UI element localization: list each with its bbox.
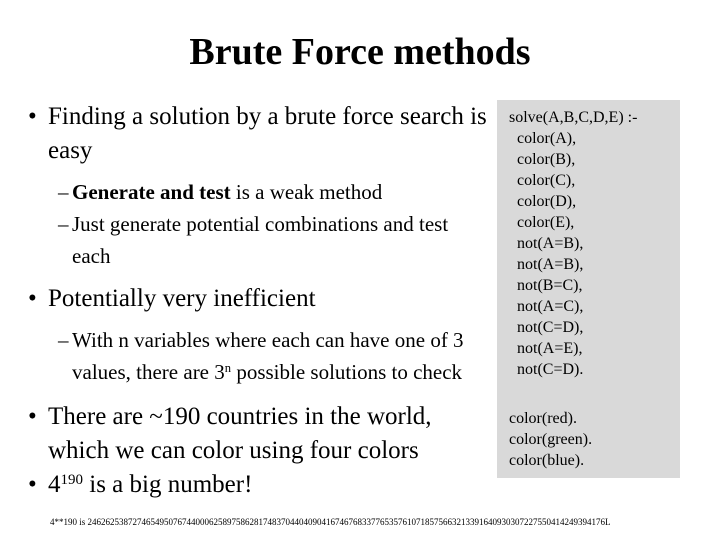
code-fact: color(red). [509,410,577,427]
bullet-countries: • There are ~190 countries in the world, which we can color using four colors [28,403,432,464]
slide-title: Brute Force methods [189,31,531,73]
code-line: not(A=E), [517,340,583,357]
sub-bullet-text: possible solutions to check [231,360,463,384]
bullet-text: Finding a solution by a brute force search is easy [48,103,487,164]
sub-bullet-n-variables: – With n variables where each can have one of 3 values, there are 3$^n$ possible solutions to check [58,328,464,384]
bullet-text: Potentially very inefficient [48,285,316,312]
bullet-big-number: • $4^{190}$ is a big number! [28,471,253,498]
code-line: color(C), [517,172,576,189]
sub-bullet-generate-and-test: – Generate and test is a weak method [58,180,383,204]
footer-big-number: 4**190 is 2462625387274654950767440006258975862817483704404090416746768337765357610718575663213391640930307227550414249394176L [50,517,611,527]
exponent: 190 [60,471,83,488]
bold-term: Generate and test [72,180,231,204]
base: 4 [48,471,61,498]
sub-bullet-text: Just generate potential combinations and test each [72,212,449,268]
code-line: not(C=D). [517,361,584,378]
code-line: not(B=C), [517,277,583,294]
exponent: n [224,361,232,376]
sub-bullet-text: With n variables where each can have one of 3 values, there are 3 [72,328,464,384]
code-line: color(B), [517,151,576,168]
bullet-list [28,100,490,502]
code-line: not(C=D), [517,319,584,336]
code-header: solve(A,B,C,D,E) :- [509,109,638,126]
code-line: color(A), [517,130,577,147]
code-line: not(A=C), [517,298,584,315]
sub-bullet-generate-combinations: – Just generate potential combinations and test each [58,212,449,268]
bullet-inefficient: • Potentially very inefficient [28,285,316,312]
code-fact: color(blue). [509,452,585,469]
bullet-text: There are ~190 countries in the world, which we can color using four colors [48,403,432,464]
sub-bullet-text: is a weak method [230,180,383,204]
bullet-text: is a big number! [83,471,253,498]
code-line: color(D), [517,193,577,210]
code-fact: color(green). [509,431,593,448]
code-line: not(A=B), [517,256,584,273]
code-line: not(A=B), [517,235,584,252]
code-line: color(E), [517,214,575,231]
bullet-brute-force-easy: • Finding a solution by a brute force search is easy [28,103,487,164]
code-box [497,100,680,478]
